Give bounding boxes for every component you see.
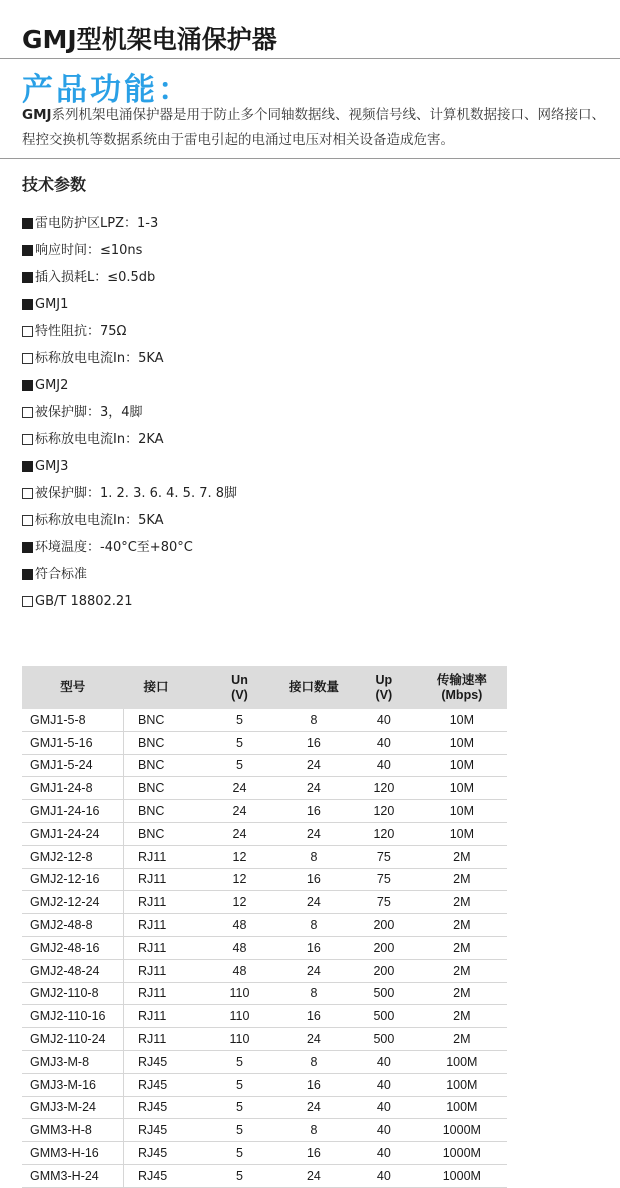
table-row: [22, 845, 507, 868]
table-row: [22, 800, 507, 823]
table-body: [22, 709, 507, 1187]
table-cell: RJ45: [124, 1050, 203, 1073]
table-cell: RJ11: [124, 1028, 203, 1051]
filled-square-bullet-icon: [22, 272, 33, 283]
table-cell: 5: [202, 1142, 277, 1165]
table-cell: 24: [202, 800, 277, 823]
column-header-unit: (V): [375, 687, 393, 702]
table-cell: 40: [351, 709, 417, 731]
spec-text: GMJ3: [35, 459, 69, 474]
table-cell: 5: [202, 1164, 277, 1187]
spec-text: 被保护脚：3，4脚: [35, 405, 143, 420]
spec-item: [22, 480, 237, 507]
table-cell: 120: [351, 822, 417, 845]
table-cell: BNC: [124, 822, 203, 845]
hollow-square-bullet-icon: [22, 596, 33, 607]
table-cell: 10M: [417, 822, 507, 845]
table-cell: BNC: [124, 731, 203, 754]
table-cell: RJ45: [124, 1096, 203, 1119]
table-cell: 10M: [417, 800, 507, 823]
table-cell: 40: [351, 754, 417, 777]
column-header-label: 传输速率: [436, 672, 487, 687]
table-cell: 75: [351, 845, 417, 868]
table-cell: 200: [351, 959, 417, 982]
table-cell: 24: [277, 959, 351, 982]
table-cell: 16: [277, 1005, 351, 1028]
spec-text: 响应时间：≤10ns: [35, 243, 143, 258]
spec-text: 符合标准: [35, 567, 88, 582]
table-row: [22, 1119, 507, 1142]
column-header-label: 接口数量: [288, 680, 339, 694]
column-header: [417, 666, 507, 709]
filled-square-bullet-icon: [22, 461, 33, 472]
table-cell: 5: [202, 1119, 277, 1142]
table-row: [22, 822, 507, 845]
table-cell: 2M: [417, 845, 507, 868]
table-cell: 40: [351, 1073, 417, 1096]
table-cell: 120: [351, 800, 417, 823]
spec-item: [22, 345, 237, 372]
table-cell: RJ11: [124, 959, 203, 982]
table-cell: 40: [351, 1164, 417, 1187]
spec-text: 标称放电电流In：5KA: [35, 513, 164, 528]
spec-item: [22, 237, 237, 264]
spec-item: [22, 507, 237, 534]
table-cell: 10M: [417, 731, 507, 754]
table-cell: 24: [277, 1164, 351, 1187]
table-cell: RJ11: [124, 868, 203, 891]
spec-text: 特性阻抗：75Ω: [35, 324, 127, 339]
column-header: [22, 666, 124, 709]
table-cell: GMJ2-48-8: [22, 914, 124, 937]
table-cell: 48: [202, 914, 277, 937]
hollow-square-bullet-icon: [22, 434, 33, 445]
brand-name: GMJ: [22, 107, 52, 123]
table-cell: 5: [202, 1073, 277, 1096]
table-cell: 12: [202, 845, 277, 868]
table-cell: 24: [277, 822, 351, 845]
table-cell: 10M: [417, 777, 507, 800]
table-cell: GMJ1-5-24: [22, 754, 124, 777]
table-cell: 1000M: [417, 1164, 507, 1187]
table-cell: 24: [277, 891, 351, 914]
table-cell: 110: [202, 1028, 277, 1051]
table-cell: 500: [351, 1005, 417, 1028]
table-cell: RJ11: [124, 845, 203, 868]
spec-item: [22, 372, 237, 399]
table-cell: RJ45: [124, 1119, 203, 1142]
table-row: [22, 731, 507, 754]
table-cell: 8: [277, 1050, 351, 1073]
table-cell: 16: [277, 868, 351, 891]
table-cell: 48: [202, 936, 277, 959]
description-text: 系列机架电涌保护器是用于防止多个同轴数据线、视频信号线、计算机数据接口、网络接口、程控交换机等数据系统由于雷电引起的电涌过电压对相关设备造成危害。: [22, 107, 606, 148]
column-header-unit: (Mbps): [441, 687, 483, 702]
product-description: [22, 103, 612, 153]
table-cell: GMJ2-110-8: [22, 982, 124, 1005]
spec-item: [22, 318, 237, 345]
column-header: [351, 666, 417, 709]
filled-square-bullet-icon: [22, 542, 33, 553]
table-cell: 5: [202, 731, 277, 754]
spec-item: [22, 426, 237, 453]
table-cell: 5: [202, 1096, 277, 1119]
table-row: [22, 868, 507, 891]
spec-text: 插入损耗L：≤0.5db: [35, 270, 156, 285]
table-cell: BNC: [124, 709, 203, 731]
spec-text: 环境温度：-40°C至+80°C: [35, 540, 193, 555]
table-row: [22, 709, 507, 731]
filled-square-bullet-icon: [22, 569, 33, 580]
filled-square-bullet-icon: [22, 218, 33, 229]
table-cell: 2M: [417, 959, 507, 982]
table-cell: 8: [277, 709, 351, 731]
table-cell: 16: [277, 936, 351, 959]
spec-item: [22, 534, 237, 561]
spec-item: [22, 588, 237, 615]
table-row: [22, 1142, 507, 1165]
table-cell: 2M: [417, 1005, 507, 1028]
table-row: [22, 1005, 507, 1028]
table-cell: 16: [277, 800, 351, 823]
table-cell: 40: [351, 1050, 417, 1073]
hollow-square-bullet-icon: [22, 515, 33, 526]
table-row: [22, 1028, 507, 1051]
table-cell: GMJ1-5-8: [22, 709, 124, 731]
spec-text: 雷电防护区LPZ：1-3: [35, 216, 159, 231]
column-header-label: 接口: [143, 680, 169, 694]
table-cell: 500: [351, 982, 417, 1005]
section-heading: 产品功能：: [22, 72, 192, 108]
table-cell: 200: [351, 914, 417, 937]
product-table: [22, 666, 507, 1188]
table-cell: 48: [202, 959, 277, 982]
table-cell: GMJ1-24-8: [22, 777, 124, 800]
spec-item: [22, 210, 237, 237]
table-row: [22, 1073, 507, 1096]
table-cell: GMJ1-24-16: [22, 800, 124, 823]
hollow-square-bullet-icon: [22, 353, 33, 364]
table-row: [22, 891, 507, 914]
table-cell: 16: [277, 731, 351, 754]
title-divider: [0, 58, 620, 59]
table-cell: 1000M: [417, 1119, 507, 1142]
table-cell: 24: [277, 1028, 351, 1051]
table-row: [22, 914, 507, 937]
table-cell: 8: [277, 845, 351, 868]
table-cell: 5: [202, 1050, 277, 1073]
column-header: [277, 666, 351, 709]
table-cell: GMJ2-110-24: [22, 1028, 124, 1051]
table-cell: BNC: [124, 754, 203, 777]
table-cell: GMM3-H-16: [22, 1142, 124, 1165]
table-row: [22, 777, 507, 800]
table-cell: 200: [351, 936, 417, 959]
table-cell: RJ11: [124, 914, 203, 937]
table-cell: 2M: [417, 891, 507, 914]
table-cell: 10M: [417, 754, 507, 777]
table-cell: 24: [202, 777, 277, 800]
spec-text: 标称放电电流In：5KA: [35, 351, 164, 366]
table-cell: 12: [202, 891, 277, 914]
column-header: [202, 666, 277, 709]
column-header-label: Up: [375, 672, 393, 687]
table-cell: RJ11: [124, 891, 203, 914]
table-row: [22, 1050, 507, 1073]
description-divider: [0, 158, 620, 159]
table-cell: 500: [351, 1028, 417, 1051]
table-cell: GMM3-H-24: [22, 1164, 124, 1187]
table-cell: 24: [277, 1096, 351, 1119]
table-cell: GMJ1-24-24: [22, 822, 124, 845]
table-cell: GMJ2-48-24: [22, 959, 124, 982]
table-row: [22, 1096, 507, 1119]
table-row: [22, 1164, 507, 1187]
table-cell: 5: [202, 709, 277, 731]
table-cell: RJ45: [124, 1073, 203, 1096]
table-cell: 75: [351, 868, 417, 891]
table-cell: 8: [277, 1119, 351, 1142]
table-cell: 1000M: [417, 1142, 507, 1165]
table-cell: 16: [277, 1073, 351, 1096]
table-cell: GMJ3-M-16: [22, 1073, 124, 1096]
table-cell: GMJ2-48-16: [22, 936, 124, 959]
spec-text: GMJ2: [35, 378, 69, 393]
spec-item: [22, 561, 237, 588]
table-row: [22, 959, 507, 982]
hollow-square-bullet-icon: [22, 326, 33, 337]
spec-text: 标称放电电流In：2KA: [35, 432, 164, 447]
table-cell: 16: [277, 1142, 351, 1165]
table-cell: RJ11: [124, 1005, 203, 1028]
table-cell: GMJ3-M-24: [22, 1096, 124, 1119]
spec-item: [22, 291, 237, 318]
filled-square-bullet-icon: [22, 380, 33, 391]
hollow-square-bullet-icon: [22, 407, 33, 418]
table-cell: BNC: [124, 777, 203, 800]
table-cell: RJ11: [124, 936, 203, 959]
table-cell: GMJ2-12-8: [22, 845, 124, 868]
table-cell: GMJ2-110-16: [22, 1005, 124, 1028]
table-cell: BNC: [124, 800, 203, 823]
table-cell: 120: [351, 777, 417, 800]
spec-item: [22, 453, 237, 480]
table-cell: 24: [277, 777, 351, 800]
table-cell: 40: [351, 731, 417, 754]
table-cell: 8: [277, 982, 351, 1005]
table-cell: GMJ2-12-16: [22, 868, 124, 891]
table-cell: 2M: [417, 868, 507, 891]
table-cell: 10M: [417, 709, 507, 731]
page-title: GMJ型机架电涌保护器: [22, 25, 277, 54]
table-cell: 8: [277, 914, 351, 937]
spec-list: [22, 210, 237, 615]
table-cell: 40: [351, 1119, 417, 1142]
table-cell: 5: [202, 754, 277, 777]
column-header: [124, 666, 203, 709]
spec-item: [22, 264, 237, 291]
filled-square-bullet-icon: [22, 245, 33, 256]
table-cell: 75: [351, 891, 417, 914]
table-cell: 2M: [417, 1028, 507, 1051]
spec-text: GB/T 18802.21: [35, 594, 133, 609]
column-header-unit: (V): [231, 687, 248, 702]
table-cell: RJ45: [124, 1164, 203, 1187]
column-header-label: 型号: [60, 680, 86, 694]
spec-item: [22, 399, 237, 426]
table-cell: GMM3-H-8: [22, 1119, 124, 1142]
table-cell: 100M: [417, 1050, 507, 1073]
table-cell: 2M: [417, 982, 507, 1005]
column-header-label: Un: [231, 672, 248, 687]
spec-text: GMJ1: [35, 297, 69, 312]
table-cell: 12: [202, 868, 277, 891]
table-cell: 100M: [417, 1073, 507, 1096]
table-cell: 2M: [417, 914, 507, 937]
table-cell: 24: [202, 822, 277, 845]
spec-text: 被保护脚：1. 2. 3. 6. 4. 5. 7. 8脚: [35, 486, 238, 501]
table-cell: GMJ1-5-16: [22, 731, 124, 754]
table-cell: 100M: [417, 1096, 507, 1119]
table-cell: RJ11: [124, 982, 203, 1005]
table-cell: GMJ2-12-24: [22, 891, 124, 914]
table-cell: 24: [277, 754, 351, 777]
table-cell: 40: [351, 1142, 417, 1165]
table-row: [22, 754, 507, 777]
filled-square-bullet-icon: [22, 299, 33, 310]
table-cell: 110: [202, 1005, 277, 1028]
table-cell: RJ45: [124, 1142, 203, 1165]
table-cell: 40: [351, 1096, 417, 1119]
specs-heading: 技术参数: [22, 175, 87, 194]
hollow-square-bullet-icon: [22, 488, 33, 499]
table-cell: 2M: [417, 936, 507, 959]
table-cell: GMJ3-M-8: [22, 1050, 124, 1073]
table-cell: 110: [202, 982, 277, 1005]
table-row: [22, 936, 507, 959]
table-header-row: [22, 666, 507, 709]
table-row: [22, 982, 507, 1005]
